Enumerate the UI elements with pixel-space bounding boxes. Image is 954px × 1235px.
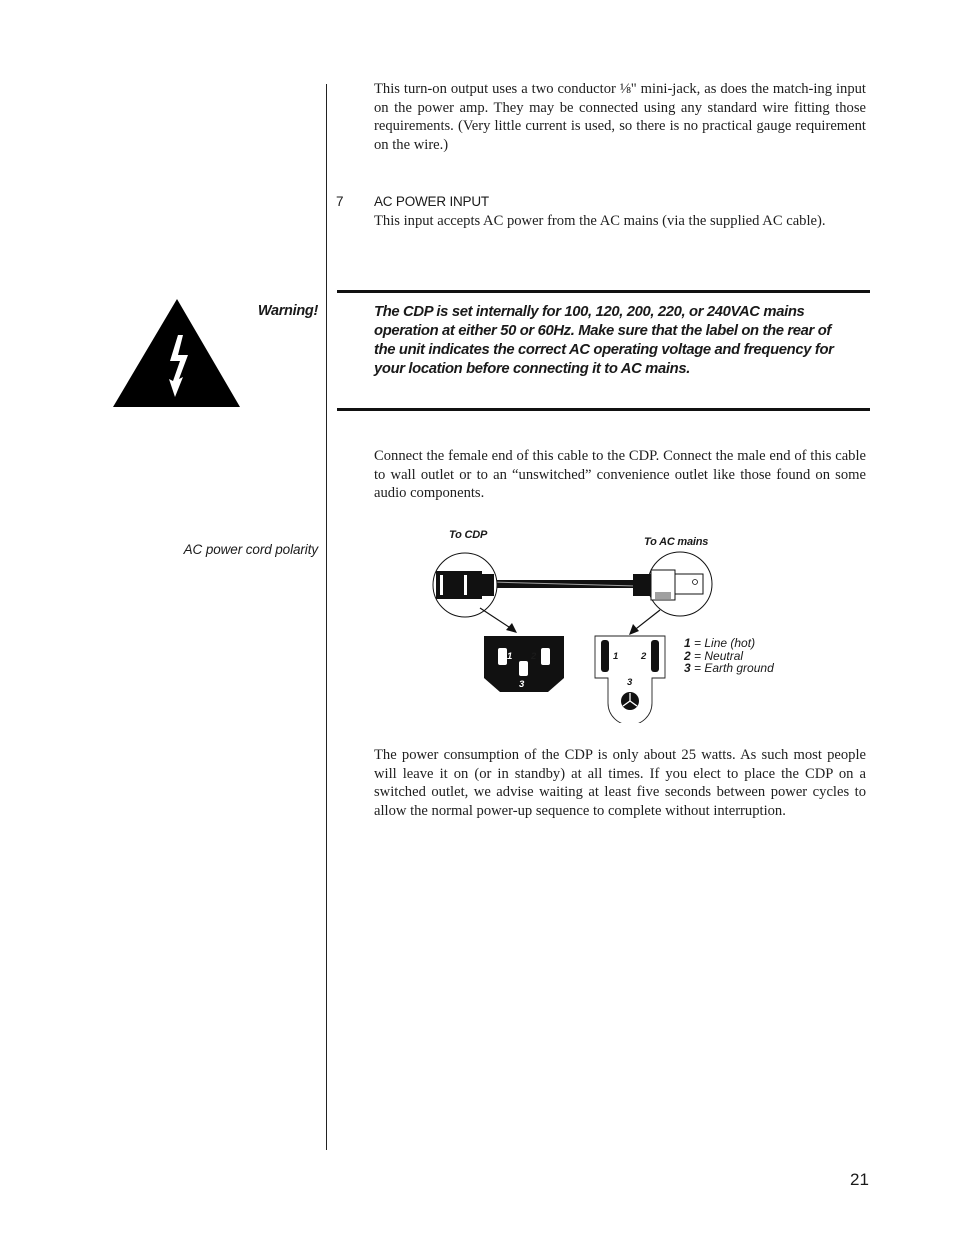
section-text: This input accepts AC power from the AC mains (via the supplied AC cable). bbox=[374, 213, 826, 229]
intro-paragraph: This turn-on output uses a two conductor ⅛" mini-jack, as does the match-ing input on the power amp. They may be connected using any standard wire fitting those requirements. (Very little current is used, so there is no practical gauge requirement on the wire.) bbox=[374, 81, 866, 154]
power-paragraph: The power consumption of the CDP is only about 25 watts. As such most people will leave it on (or in standby) at all times. If you elect to place the CDP on a switched outlet, we advise waiting at least five seconds between power cycles to allow the normal power-up sequence to complete without interruption. bbox=[374, 747, 866, 820]
female-pin-1-label: 1 bbox=[507, 651, 513, 662]
legend-item: 2 = Neutral bbox=[684, 648, 744, 663]
warning-label: Warning! bbox=[257, 303, 318, 319]
pin-legend bbox=[684, 637, 774, 675]
label-to-cdp: To CDP bbox=[449, 529, 488, 541]
section-number: 7 bbox=[336, 194, 344, 209]
figure-caption: AC power cord polarity bbox=[183, 542, 318, 557]
female-pin-3-label: 3 bbox=[519, 679, 525, 690]
page-number: 21 bbox=[850, 1170, 869, 1189]
legend-item: 1 = Line (hot) bbox=[684, 636, 756, 650]
connect-paragraph: Connect the female end of this cable to the CDP. Connect the male end of this cable to wall outlet or to an “unswitched” convenience outlet like those found on some audio components. bbox=[374, 448, 866, 502]
section-title: AC POWER INPUT bbox=[374, 194, 489, 209]
male-pin-1-label: 1 bbox=[613, 651, 619, 662]
warning-bottom-rule bbox=[337, 408, 870, 411]
warning-top-rule bbox=[337, 290, 870, 293]
label-to-ac-mains: To AC mains bbox=[644, 536, 709, 548]
margin-vertical-rule bbox=[326, 84, 327, 1150]
male-pin-3-label: 3 bbox=[627, 677, 633, 688]
lightning-warning-triangle-icon bbox=[112, 297, 242, 409]
warning-text: The CDP is set internally for 100, 120, 200, 220, or 240VAC mains operation at either 50 or 60Hz. Make sure that the label on the rear of the unit indicates the correct AC operating voltage and frequency for your location before connecting it to AC mains. bbox=[374, 304, 834, 377]
male-pin-2-label: 2 bbox=[641, 651, 647, 662]
legend-item: 3 = Earth ground bbox=[684, 661, 774, 675]
female-pin-2-label: 2 bbox=[531, 651, 537, 662]
